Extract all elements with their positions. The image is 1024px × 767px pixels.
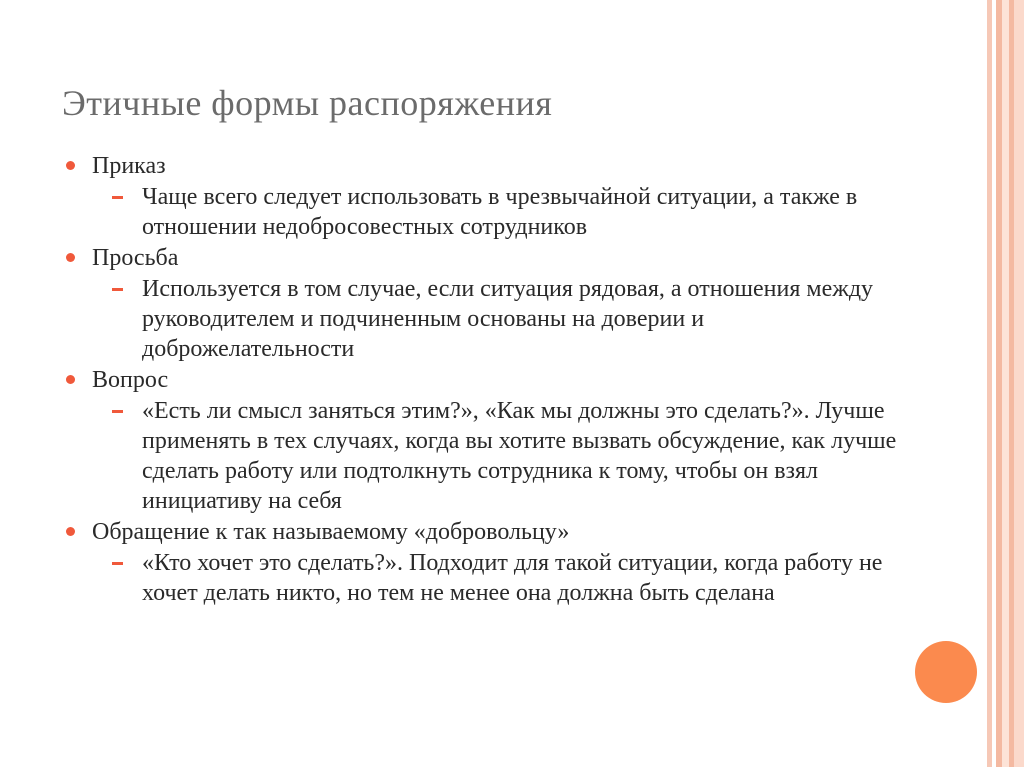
sub-item-text: Чаще всего следует использовать в чрезвычайной ситуации, а также в отношении недобросовестных сотрудников	[142, 184, 858, 240]
bullet-label: Приказ	[92, 153, 166, 179]
sub-item-text: Используется в том случае, если ситуация рядовая, а отношения между руководителем и подчиненным основаны на доверии и доброжелательности	[142, 276, 874, 362]
slide-title: Этичные формы распоряжения	[62, 83, 553, 123]
bullet-item-request	[62, 243, 912, 274]
sub-item-text: «Есть ли смысл заняться этим?», «Как мы должны это сделать?». Лучше применять в тех случаях, когда вы хотите вызвать обсуждение, как лучше сделать работу или подтолкнуть сотрудника к тому, чтобы он взял инициативу на себя	[142, 398, 897, 514]
sub-item-text: «Кто хочет это сделать?». Подходит для такой ситуации, когда работу не хочет делать никто, но тем не менее она должна быть сделана	[142, 550, 883, 606]
sub-item-request	[62, 274, 912, 364]
decorative-stripes	[984, 0, 1024, 767]
dash-icon	[112, 410, 123, 413]
bullet-label: Обращение к так называемому «добровольцу»	[92, 519, 570, 545]
bullet-label: Вопрос	[92, 367, 169, 393]
sub-item-question	[62, 396, 912, 516]
bullet-dot-icon	[66, 253, 75, 262]
bullet-dot-icon	[66, 375, 75, 384]
bullet-dot-icon	[66, 527, 75, 536]
dash-icon	[112, 288, 123, 291]
bullet-item-volunteer	[62, 517, 912, 548]
bullet-item-question	[62, 365, 912, 396]
bullet-list	[62, 150, 912, 608]
sub-item-order	[62, 182, 912, 242]
sub-item-volunteer	[62, 548, 912, 608]
dash-icon	[112, 196, 123, 199]
bullet-label: Просьба	[92, 245, 179, 271]
dash-icon	[112, 562, 123, 565]
decorative-circle	[915, 641, 977, 703]
bullet-dot-icon	[66, 161, 75, 170]
bullet-item-order	[62, 151, 912, 182]
